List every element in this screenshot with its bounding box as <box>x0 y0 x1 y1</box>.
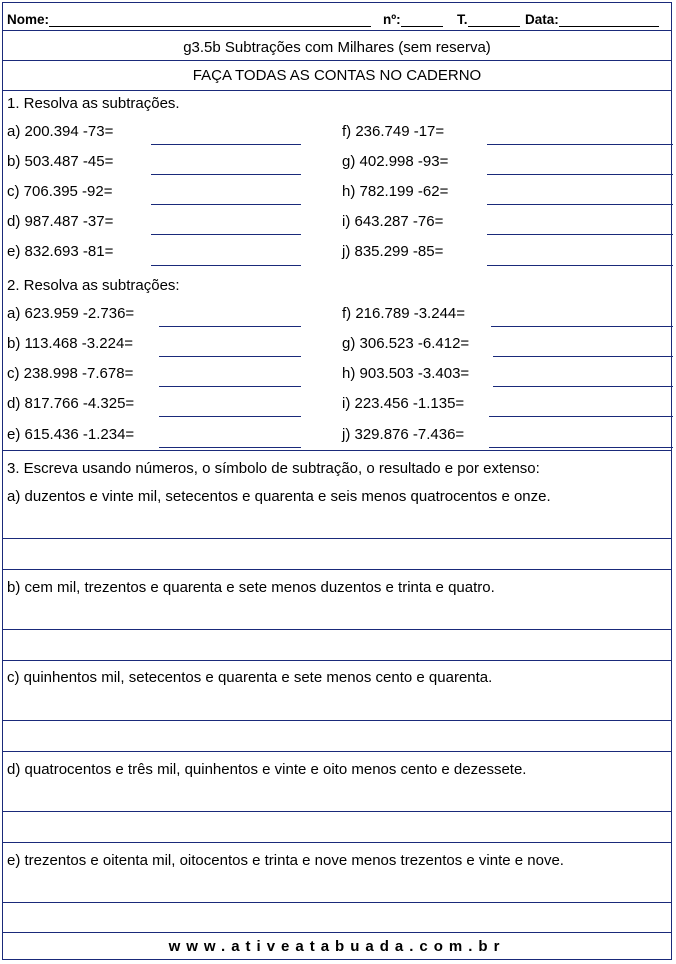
s2-item-h: h) 903.503 -3.403= <box>342 365 470 382</box>
s3-item-a: a) duzentos e vinte mil, setecentos e quarenta e seis menos quatrocentos e onze. <box>7 488 551 505</box>
s1-answer-line-e[interactable] <box>151 265 301 266</box>
name-label: Nome: <box>7 12 50 27</box>
section2-heading: 2. Resolva as subtrações: <box>7 277 180 294</box>
s1-answer-line-c[interactable] <box>151 204 301 205</box>
s2-answer-line-i[interactable] <box>489 416 673 417</box>
site-footer <box>3 933 671 959</box>
number-label: nº: <box>383 12 401 27</box>
s2-item-g: g) 306.523 -6.412= <box>342 335 470 352</box>
section3-heading: 3. Escreva usando números, o símbolo de subtração, o resultado e por extenso: <box>7 460 540 477</box>
s1-item-a: a) 200.394 -73= <box>7 123 114 140</box>
page-title: g3.5b Subtrações com Milhares (sem reserva) <box>183 39 491 56</box>
s2-answer-line-d[interactable] <box>159 416 301 417</box>
s1-item-f: f) 236.749 -17= <box>342 123 445 140</box>
s2-answer-line-h[interactable] <box>493 386 673 387</box>
s1-answer-line-d[interactable] <box>151 234 301 235</box>
s2-answer-line-g[interactable] <box>493 356 673 357</box>
section3-divider <box>3 450 671 451</box>
s3-answer-line-d2[interactable] <box>3 842 671 843</box>
s3-item-d: d) quatrocentos e três mil, quinhentos e vinte e oito menos cento e dezessete. <box>7 761 527 778</box>
s3-item-c: c) quinhentos mil, setecentos e quarenta e sete menos cento e quarenta. <box>7 669 493 686</box>
s1-item-g: g) 402.998 -93= <box>342 153 449 170</box>
s2-answer-line-c[interactable] <box>159 386 301 387</box>
s1-answer-line-b[interactable] <box>151 174 301 175</box>
s1-item-d: d) 987.487 -37= <box>7 213 114 230</box>
class-label: T. <box>457 12 468 27</box>
s2-answer-line-j[interactable] <box>489 447 673 448</box>
s2-item-i: i) 223.456 -1.135= <box>342 395 465 412</box>
s2-item-f: f) 216.789 -3.244= <box>342 305 466 322</box>
s2-item-a: a) 623.959 -2.736= <box>7 305 135 322</box>
s3-answer-line-a1[interactable] <box>3 538 671 539</box>
s2-item-j: j) 329.876 -7.436= <box>342 426 465 443</box>
s1-item-i: i) 643.287 -76= <box>342 213 444 230</box>
s2-item-b: b) 113.468 -3.224= <box>7 335 134 352</box>
s1-answer-line-f[interactable] <box>487 144 673 145</box>
instruction-text: FAÇA TODAS AS CONTAS NO CADERNO <box>192 67 482 84</box>
s1-answer-line-a[interactable] <box>151 144 301 145</box>
s2-item-e: e) 615.436 -1.234= <box>7 426 135 443</box>
student-header <box>3 3 671 31</box>
s2-answer-line-a[interactable] <box>159 326 301 327</box>
s1-answer-line-g[interactable] <box>487 174 673 175</box>
instruction-row <box>3 61 671 91</box>
worksheet <box>2 2 672 960</box>
s1-item-c: c) 706.395 -92= <box>7 183 113 200</box>
s1-item-h: h) 782.199 -62= <box>342 183 449 200</box>
s3-answer-line-e1[interactable] <box>3 902 671 903</box>
s3-item-e: e) trezentos e oitenta mil, oitocentos e trinta e nove menos trezentos e vinte e nove. <box>7 852 564 869</box>
s2-answer-line-f[interactable] <box>491 326 673 327</box>
s1-answer-line-h[interactable] <box>487 204 673 205</box>
section1-heading: 1. Resolva as subtrações. <box>7 95 180 112</box>
s3-item-b: b) cem mil, trezentos e quarenta e sete menos duzentos e trinta e quatro. <box>7 579 495 596</box>
s3-answer-line-b1[interactable] <box>3 629 671 630</box>
class-blank[interactable] <box>468 14 520 27</box>
s1-item-e: e) 832.693 -81= <box>7 243 114 260</box>
s3-answer-line-b2[interactable] <box>3 660 671 661</box>
s2-answer-line-b[interactable] <box>159 356 301 357</box>
s1-answer-line-i[interactable] <box>487 234 673 235</box>
date-label: Data: <box>525 12 559 27</box>
s3-answer-line-c1[interactable] <box>3 720 671 721</box>
s1-item-b: b) 503.487 -45= <box>7 153 114 170</box>
number-blank[interactable] <box>401 14 443 27</box>
s2-item-c: c) 238.998 -7.678= <box>7 365 134 382</box>
footer-url[interactable]: www.ativeatabuada.com.br <box>168 938 506 955</box>
s3-answer-line-c2[interactable] <box>3 751 671 752</box>
s3-answer-line-d1[interactable] <box>3 811 671 812</box>
title-row <box>3 31 671 61</box>
s3-answer-line-a2[interactable] <box>3 569 671 570</box>
s2-answer-line-e[interactable] <box>159 447 301 448</box>
s1-answer-line-j[interactable] <box>487 265 673 266</box>
name-blank[interactable] <box>49 14 371 27</box>
date-blank[interactable] <box>559 14 659 27</box>
s1-item-j: j) 835.299 -85= <box>342 243 444 260</box>
s2-item-d: d) 817.766 -4.325= <box>7 395 135 412</box>
